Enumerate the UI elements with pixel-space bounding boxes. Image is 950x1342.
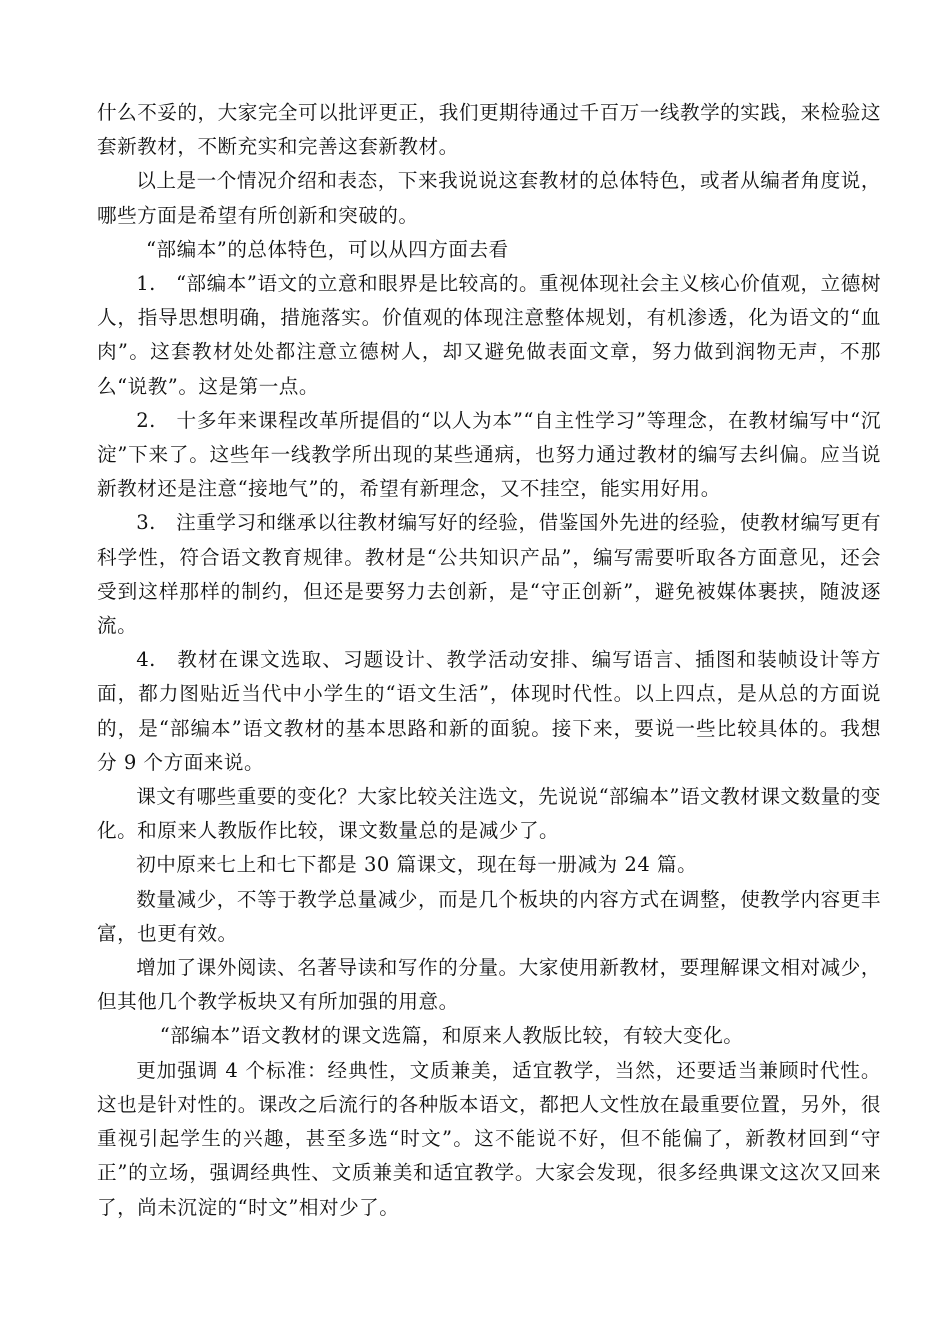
paragraph-point-4: 4. 教材在课文选取、习题设计、教学活动安排、编写语言、插图和装帧设计等方面，都力图贴近当代中小学生的“语文生活”，体现时代性。以上四点，是从总的方面说的，是“部编本”语文教材的基本思路和新的面貌。接下来，要说一些比较具体的。我想分 9 个方面来说。 — [97, 648, 881, 774]
paragraph-reading: 增加了课外阅读、名著导读和写作的分量。大家使用新教材，要理解课文相对减少，但其他几个教学板块又有所加强的用意。 — [97, 956, 881, 1014]
paragraph-point-1: 1. “部编本”语文的立意和眼界是比较高的。重视体现社会主义核心价值观，立德树人，指导思想明确，措施落实。价值观的体现注意整体规划，有机渗透，化为语文的“血肉”。这套教材处处都注意立德树人，却又避免做表面文章，努力做到润物无声，不那么“说教”。这是第一点。 — [97, 272, 881, 398]
paragraph-lesson-count: 初中原来七上和七下都是 30 篇课文，现在每一册减为 24 篇。 — [136, 853, 698, 877]
paragraph-point-3: 3. 注重学习和继承以往教材编写好的经验，借鉴国外先进的经验，使教材编写更有科学性，符合语文教育规律。教材是“公共知识产品”，编写需要听取各方面意见，还会受到这样那样的制约，但还是要努力去创新，是“守正创新”，避免被媒体裹挟，随波逐流。 — [97, 511, 881, 638]
paragraph-overview-heading: “部编本”的总体特色，可以从四方面去看 — [146, 237, 509, 261]
paragraph-text-changes: 课文有哪些重要的变化？大家比较关注选文，先说说“部编本”语文教材课文数量的变化。和原来人教版作比较，课文数量总的是减少了。 — [97, 785, 881, 843]
paragraph-quantity: 数量减少，不等于教学总量减少，而是几个板块的内容方式在调整，使教学内容更丰富，也更有效。 — [97, 887, 881, 945]
paragraph-point-2: 2. 十多年来课程改革所提倡的“以人为本”“自主性学习”等理念，在教材编写中“沉淀”下来了。这些年一线教学所出现的某些通病，也努力通过教材的编写去纠偏。应当说新教材还是注意“接地气”的，希望有新理念，又不挂空，能实用好用。 — [97, 408, 881, 501]
paragraph-selection: “部编本”语文教材的课文选篇，和原来人教版比较，有较大变化。 — [159, 1024, 744, 1048]
paragraph-standards: 更加强调 4 个标准：经典性，文质兼美，适宜教学，当然，还要适当兼顾时代性。这也是针对性的。课改之后流行的各种版本语文，都把人文性放在最重要位置，另外，很重视引起学生的兴趣，甚至多选“时文”。这不能说不好，但不能偏了，新教材回到“守正”的立场，强调经典性、文质兼美和适宜教学。大家会发现，很多经典课文这次又回来了，尚未沉淀的“时文”相对少了。 — [97, 1058, 881, 1219]
document-body — [97, 96, 881, 1225]
paragraph-continuation: 什么不妥的，大家完全可以批评更正，我们更期待通过千百万一线教学的实践，来检验这套新教材，不断充实和完善这套新教材。 — [97, 101, 881, 159]
paragraph-intro: 以上是一个情况介绍和表态，下来我说说这套教材的总体特色，或者从编者角度说，哪些方面是希望有所创新和突破的。 — [97, 169, 881, 227]
